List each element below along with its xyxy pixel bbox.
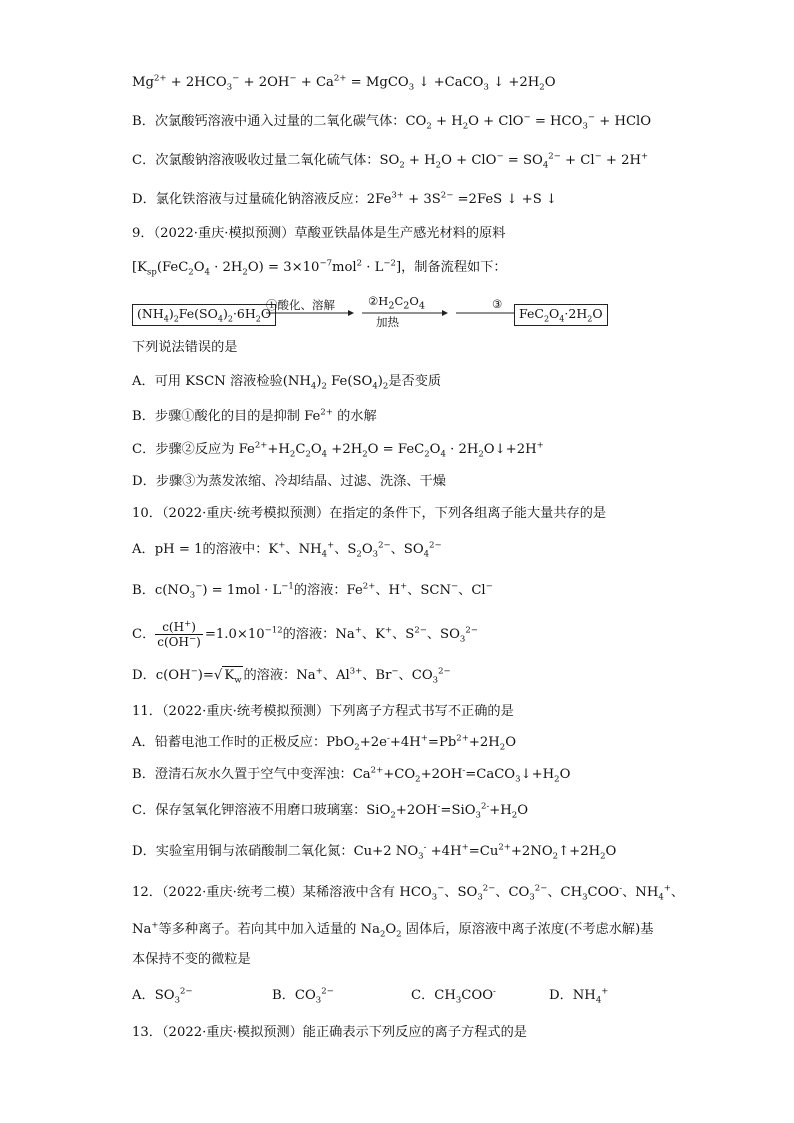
q10-option-d: D．c(OH−)=√ $K_w$ 的溶液：Na+、$Al^{3+}$、Br−、$CO_3^{2-}$ bbox=[132, 666, 451, 686]
q9-stem: 9．（2022·重庆·模拟预测）草酸亚铁晶体是生产感光材料的原料 bbox=[132, 226, 506, 241]
q9-option-c: C．步骤②反应为 $Fe^{2+}+H_2C_2O_4 +2H_2O = FeC_2O_4$ · $2H_2O↓+2H^+$ bbox=[132, 440, 544, 460]
q11-option-a: A．铅蓄电池工作时的正极反应：$PbO_2+2e^-+4H^+=Pb^{2+}+2H_2O$ bbox=[132, 733, 516, 753]
flow-step2-top-label: $②H_2C_2O_4$ bbox=[368, 294, 425, 312]
q8-option-d: D．氯化铁溶液与过量硫化钠溶液反应：$2Fe^{3+} + 3S^{2-} =2FeS$ ↓ +S ↓ bbox=[132, 190, 557, 207]
q12-option-b: B．$CO_3^{2-}$ bbox=[272, 986, 334, 1006]
option-a-continuation: $Mg^{2+} + 2HCO_3^- + 2OH^- + Ca^{2+}$ = MgCO$_3$ ↓ +CaCO$_3$ ↓ $+2H_2O$ bbox=[132, 73, 556, 93]
q10-stem: 10．（2022·重庆·统考模拟预测）在指定的条件下，下列各组离子能大量共存的是 bbox=[132, 506, 607, 521]
flow-step3-label: ③ bbox=[492, 297, 503, 311]
q9-ksp: $[K_{sp}(FeC_2O_4 \cdot 2H_2O) = 3\times 10^{-7}mol^2 \cdot L^{-2}]$，制备流程如下： bbox=[132, 258, 507, 278]
flow-arrowhead-2 bbox=[442, 310, 448, 316]
flow-step1-label: ①酸化、溶解 bbox=[266, 298, 335, 312]
flow-start-box: $(NH_4)_2Fe(SO_4)_2\cdot 6H_2O$ bbox=[132, 304, 276, 326]
q11-option-b: B．澄清石灰水久置于空气中变浑浊：$Ca^{2+}+CO_2+2OH^-=CaCO_3↓+H_2O$ bbox=[132, 765, 571, 785]
q12-option-c: C．$CH_3COO^-$ bbox=[411, 986, 496, 1006]
q12-option-d: D．$NH_4^+$ bbox=[549, 986, 609, 1006]
q12-option-a: A．$SO_3^{2-}$ bbox=[132, 986, 193, 1006]
q12-stem-line3: 本保持不变的微粒是 bbox=[132, 952, 251, 967]
q9-option-b: B．步骤①酸化的目的是抑制 $Fe^{2+}$ 的水解 bbox=[132, 407, 377, 424]
q8-option-c: C．次氯酸钠溶液吸收过量二氧化硫气体：$SO_2 + H_2O + ClO^- = SO_4^{2-} + Cl^- + 2H^+$ bbox=[132, 151, 649, 171]
flow-step2-bottom-label: 加热 bbox=[376, 315, 399, 329]
q9-prompt: 下列说法错误的是 bbox=[132, 340, 238, 355]
q10-option-c: C． $\frac{c(H^+)}{c(OH^-)}$ $=1.0\times 10^{-12}$的溶液：Na+、K+、$S^{2-}$、$SO_3^{2-}$ bbox=[132, 619, 478, 649]
q13-stem: 13．（2022·重庆·模拟预测）能正确表示下列反应的离子方程式的是 bbox=[132, 1025, 527, 1040]
q12-stem-line2: Na+等多种离子。若向其中加入适量的 $Na_2O_2$ 固体后，原溶液中离子浓度(不考虑水解)基 bbox=[132, 920, 654, 940]
q11-option-c: C．保存氢氧化钾溶液不用磨口玻璃塞：$SiO_2+2OH^-=SiO_3^{2-}+H_2O$ bbox=[132, 801, 529, 821]
q12-stem-line1: 12．（2022·重庆·统考二模）某稀溶液中含有 $HCO_3^-$、$SO_3^{2-}$、$CO_3^{2-}$、$CH_3COO^-$、$NH_4^+$、 bbox=[132, 883, 685, 903]
q8-option-b: B．次氯酸钙溶液中通入过量的二氧化碳气体：$CO_2 + H_2O + ClO^- = HCO_3^-$ + HClO bbox=[132, 112, 652, 132]
q10-option-a: A．pH = 1的溶液中：K+、$NH_4^+$、$S_2O_3^{2-}$、$SO_4^{2-}$ bbox=[132, 540, 442, 560]
q9-option-d: D．步骤③为蒸发浓缩、冷却结晶、过滤、洗涤、干燥 bbox=[132, 474, 446, 489]
q10-option-b: B．$c(NO_3^-) = 1mol \cdot L^{-1}$的溶液：$Fe^{2+}$、H+、SCN−、Cl− bbox=[132, 581, 493, 601]
q11-stem: 11．（2022·重庆·统考模拟预测）下列离子方程式书写不正确的是 bbox=[132, 704, 514, 719]
q11-option-d: D．实验室用铜与浓硝酸制二氧化氮：Cu+2 $NO_3^-$ $+4H^+=Cu^{2+}+2NO_2↑+2H_2O$ bbox=[132, 842, 617, 862]
preparation-flowchart bbox=[132, 296, 612, 330]
flow-end-box: $FeC_2O_4\cdot 2H_2O$ bbox=[514, 304, 608, 326]
flow-arrowhead-1 bbox=[348, 310, 354, 316]
q9-option-a: A．可用 KSCN 溶液检验$(NH_4)_2$ $Fe(SO_4)_2$是否变质 bbox=[132, 374, 442, 392]
